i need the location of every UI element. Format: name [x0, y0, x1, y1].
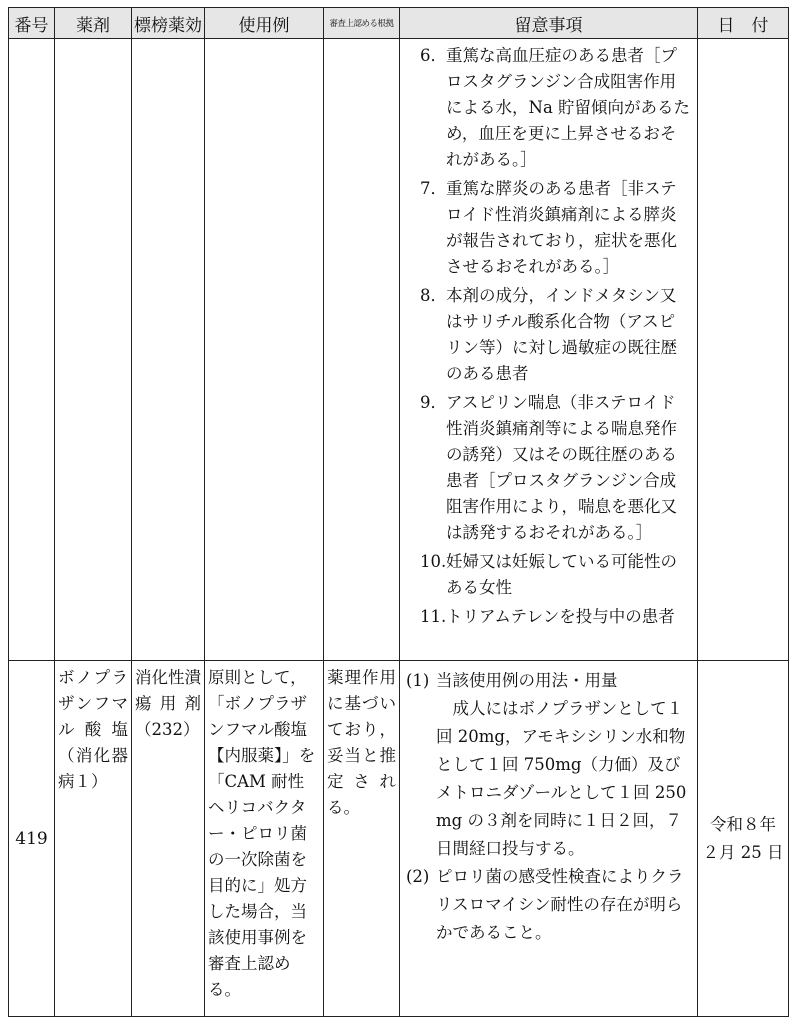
entry-date-cell: [698, 661, 789, 1017]
continuation-usage-cell: [205, 39, 324, 661]
continuation-number-cell: [9, 39, 55, 661]
entry-note-detail: 成人にはボノプラザンとして１回 20mg，アモキシシリン水和物として１回 750mg（力価）及びメトロニダゾールとして１回 250mg の３剤を同時に１日２回，７日間経口投与する。: [436, 699, 687, 858]
entry-note-marker: (1): [406, 671, 430, 690]
note-marker: 9．: [420, 393, 447, 412]
note-item: [420, 549, 691, 601]
entry-usage-cell: [205, 661, 324, 1017]
entry-efficacy: 消化性潰瘍用剤（232）: [135, 668, 201, 739]
entry-drug-cell: [55, 661, 132, 1017]
review-table: [8, 7, 789, 1017]
continuation-basis-cell: [324, 39, 400, 661]
entry-note-item: [406, 667, 691, 695]
header-notes: 留意事項: [400, 8, 698, 39]
note-item: [420, 176, 691, 280]
note-marker: 6．: [420, 46, 447, 65]
entry-notes: [400, 661, 697, 947]
entry-row-419: [9, 661, 789, 1017]
entry-note-title: 当該使用例の用法・用量: [436, 671, 618, 690]
note-text: トリアムテレンを投与中の患者: [446, 607, 675, 626]
entry-date-line1: 令和８年: [710, 814, 776, 834]
header-row: [9, 8, 789, 39]
header-usage-example: 使用例: [205, 8, 324, 39]
entry-efficacy-cell: [132, 661, 205, 1017]
note-marker: 7．: [420, 179, 447, 198]
continuation-row: [9, 39, 789, 661]
continuation-notes-list: [400, 39, 697, 630]
entry-number: 419: [9, 661, 55, 1017]
note-marker: 10.: [420, 552, 447, 571]
note-item: [420, 390, 691, 546]
entry-usage-example: 原則として，「ボノプラザンフマル酸塩【内服薬】」を「CAM 耐性ヘリコバクター・ピロリ菌の一次除菌を目的に」処方した場合，当該使用事例を審査上認める。: [208, 668, 316, 999]
header-efficacy: 標榜薬効: [132, 8, 205, 39]
note-text: 妊婦又は妊娠している可能性のある女性: [446, 552, 677, 597]
entry-note-item: [406, 863, 691, 947]
continuation-date-cell: [698, 39, 789, 661]
entry-basis-cell: [324, 661, 400, 1017]
entry-note-marker: (2): [406, 867, 430, 886]
entry-note-title: ピロリ菌の感受性検査によりクラリスロマイシン耐性の存在が明らかであること。: [436, 867, 684, 942]
entry-notes-cell: [400, 661, 698, 1017]
header-review-basis: 審査上認める根拠: [324, 8, 400, 39]
header-date: 日 付: [698, 8, 789, 39]
note-marker: 11.: [420, 607, 447, 626]
note-text: 本剤の成分，インドメタシン又はサリチル酸系化合物（アスピリン等）に対し過敏症の既往歴のある患者: [446, 286, 677, 383]
continuation-efficacy-cell: [132, 39, 205, 661]
note-text: 重篤な高血圧症のある患者［プロスタグランジン合成阻害作用による水，Na 貯留傾向があるため，血圧を更に上昇させるおそれがある。］: [446, 46, 691, 169]
header-drug: 薬剤: [55, 8, 132, 39]
entry-date-line2: ２月 25 日: [702, 842, 784, 862]
entry-review-basis: 薬理作用に基づいており，妥当と推定される。: [327, 668, 396, 817]
note-text: アスピリン喘息（非ステロイド性消炎鎮痛剤等による喘息発作の誘発）又はその既往歴のある患者［プロスタグランジン合成阻害作用により，喘息を悪化又は誘発するおそれがある。］: [446, 393, 677, 542]
continuation-notes-cell: [400, 39, 698, 661]
entry-drug: ボノプラザンフマル酸塩（消化器病１）: [58, 668, 128, 791]
header-number: 番号: [9, 8, 55, 39]
note-item: [420, 43, 691, 173]
continuation-drug-cell: [55, 39, 132, 661]
note-item: [420, 604, 691, 630]
note-text: 重篤な膵炎のある患者［非ステロイド性消炎鎮痛剤による膵炎が報告されており，症状を悪化させるおそれがある。］: [446, 179, 677, 276]
note-item: [420, 283, 691, 387]
note-marker: 8．: [420, 286, 447, 305]
